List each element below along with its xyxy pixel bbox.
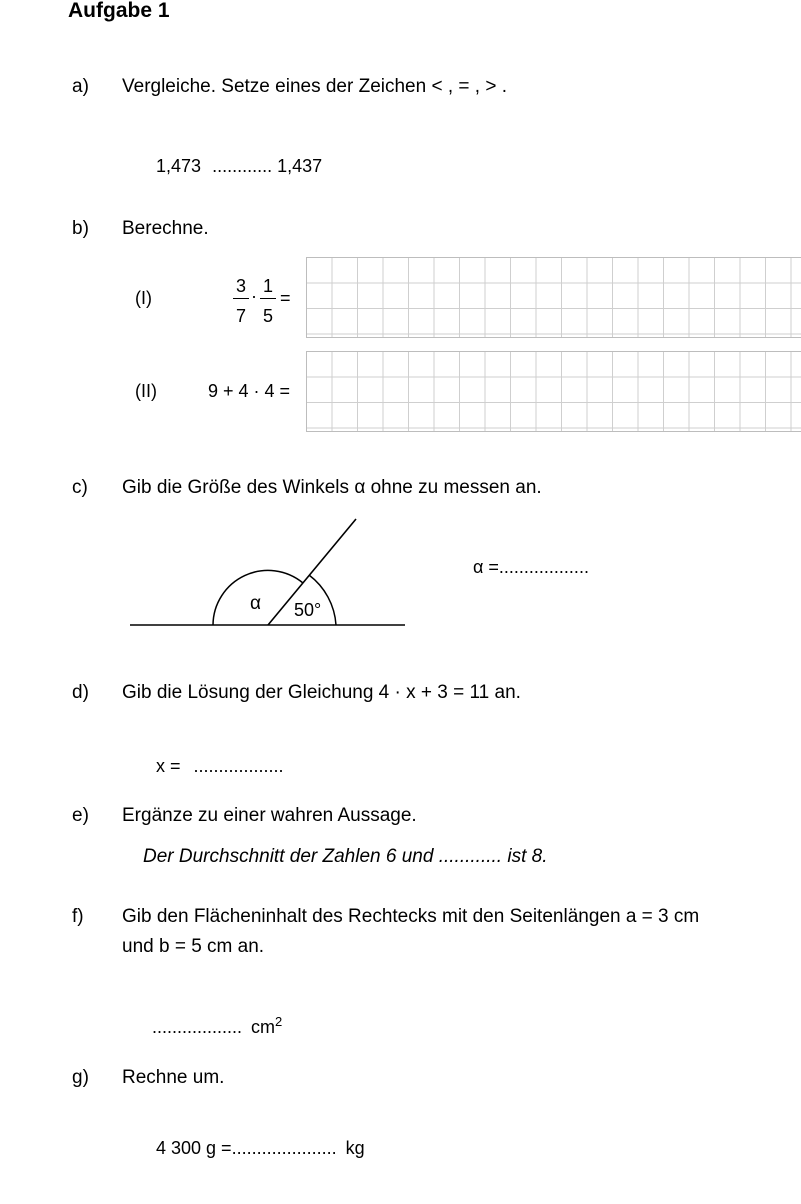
task-d-prompt-end: an. (494, 682, 521, 703)
task-f-answer (152, 1014, 282, 1038)
task-c-prompt (122, 477, 542, 499)
fraction2-numerator: 1 (262, 276, 273, 296)
task-a-label: a) (72, 76, 89, 97)
fraction2-bar (260, 298, 276, 299)
fraction1-bar (233, 298, 249, 299)
task-e-prompt: Ergänze zu einer wahren Aussage. (122, 805, 417, 826)
task-d-label: d) (72, 682, 89, 703)
task-d-equation: 4 · x + 3 = 11 (378, 682, 490, 703)
task-e-answer-blank[interactable]: ............ (438, 846, 503, 867)
task-f-unit-base: cm (251, 1017, 276, 1037)
task-d-answer (156, 756, 284, 777)
task-g-answer (156, 1138, 365, 1159)
task-a-left-value: 1,473 (156, 156, 202, 176)
task-c-alpha: α (354, 477, 366, 498)
task-b1-equals: = (280, 288, 291, 308)
task-g-label: g) (72, 1067, 89, 1088)
task-g-lhs: 4 300 g = (156, 1138, 232, 1158)
task-b2-expression: 9 + 4 · 4 = (208, 381, 291, 401)
task-f-unit (251, 1014, 283, 1037)
task-f-a-value: a = 3 cm (625, 906, 700, 927)
answer-grid-b2[interactable] (306, 351, 801, 432)
task-d-prompt (122, 682, 521, 704)
angle-diagram (125, 510, 415, 635)
task-a-signs: < , = , > . (431, 76, 507, 97)
task-f-line1 (122, 906, 699, 928)
task-f-line1-text: Gib den Flächeninhalt des Rechtecks mit den Seitenlängen (122, 906, 621, 927)
fraction1-denominator: 7 (235, 306, 246, 326)
task-e-statement-start: Der Durchschnitt der Zahlen 6 und (143, 846, 434, 867)
task-d-answer-blank[interactable]: .................. (193, 756, 284, 776)
task-c-answer-blank[interactable]: .................. (498, 557, 589, 577)
task-d-prompt-text: Gib die Lösung der Gleichung (122, 682, 374, 703)
fraction1-numerator: 3 (235, 276, 246, 296)
task-a-prompt (122, 76, 507, 98)
task-g-prompt: Rechne um. (122, 1067, 225, 1088)
task-b2-label: (II) (135, 381, 157, 401)
task-f-unit-exponent: 2 (275, 1014, 283, 1029)
task-f-line2-end: an. (237, 936, 265, 957)
task-c-prompt-before: Gib die Größe des Winkels (122, 477, 350, 498)
task-d-answer-prefix: x = (156, 756, 181, 776)
task-c-answer (473, 557, 589, 578)
task-g-unit: kg (345, 1138, 365, 1158)
task-a-comparison (156, 156, 322, 177)
task-c-answer-prefix: α = (473, 557, 499, 577)
task-a-right-value: 1,437 (277, 156, 323, 176)
task-b1-label: (I) (135, 288, 152, 308)
task-f-line2 (122, 936, 264, 958)
task-e-label: e) (72, 805, 89, 826)
given-angle-label: 50° (294, 600, 322, 620)
task-f-line2-start: und (122, 936, 154, 957)
task-g-answer-blank[interactable]: ..................... (231, 1138, 337, 1158)
answer-grid-b1[interactable] (306, 257, 801, 338)
task-a-answer-blank[interactable]: ............ (212, 156, 273, 176)
fraction2-denominator: 5 (262, 306, 273, 326)
alpha-symbol: α (250, 593, 261, 614)
task-b-prompt: Berechne. (122, 218, 209, 239)
multiply-dot: · (251, 286, 257, 306)
task-c-label: c) (72, 477, 88, 498)
task-b-label: b) (72, 218, 89, 239)
task-e-statement (143, 846, 547, 868)
task-f-b-value: b = 5 cm (158, 936, 233, 957)
page-title: Aufgabe 1 (68, 0, 170, 22)
task-e-statement-end: ist 8. (507, 846, 548, 867)
task-a-prompt-text: Vergleiche. Setze eines der Zeichen (122, 76, 427, 97)
task-f-label: f) (72, 906, 84, 927)
task-c-prompt-after: ohne zu messen an. (370, 477, 542, 498)
task-f-answer-blank[interactable]: .................. (152, 1017, 243, 1037)
